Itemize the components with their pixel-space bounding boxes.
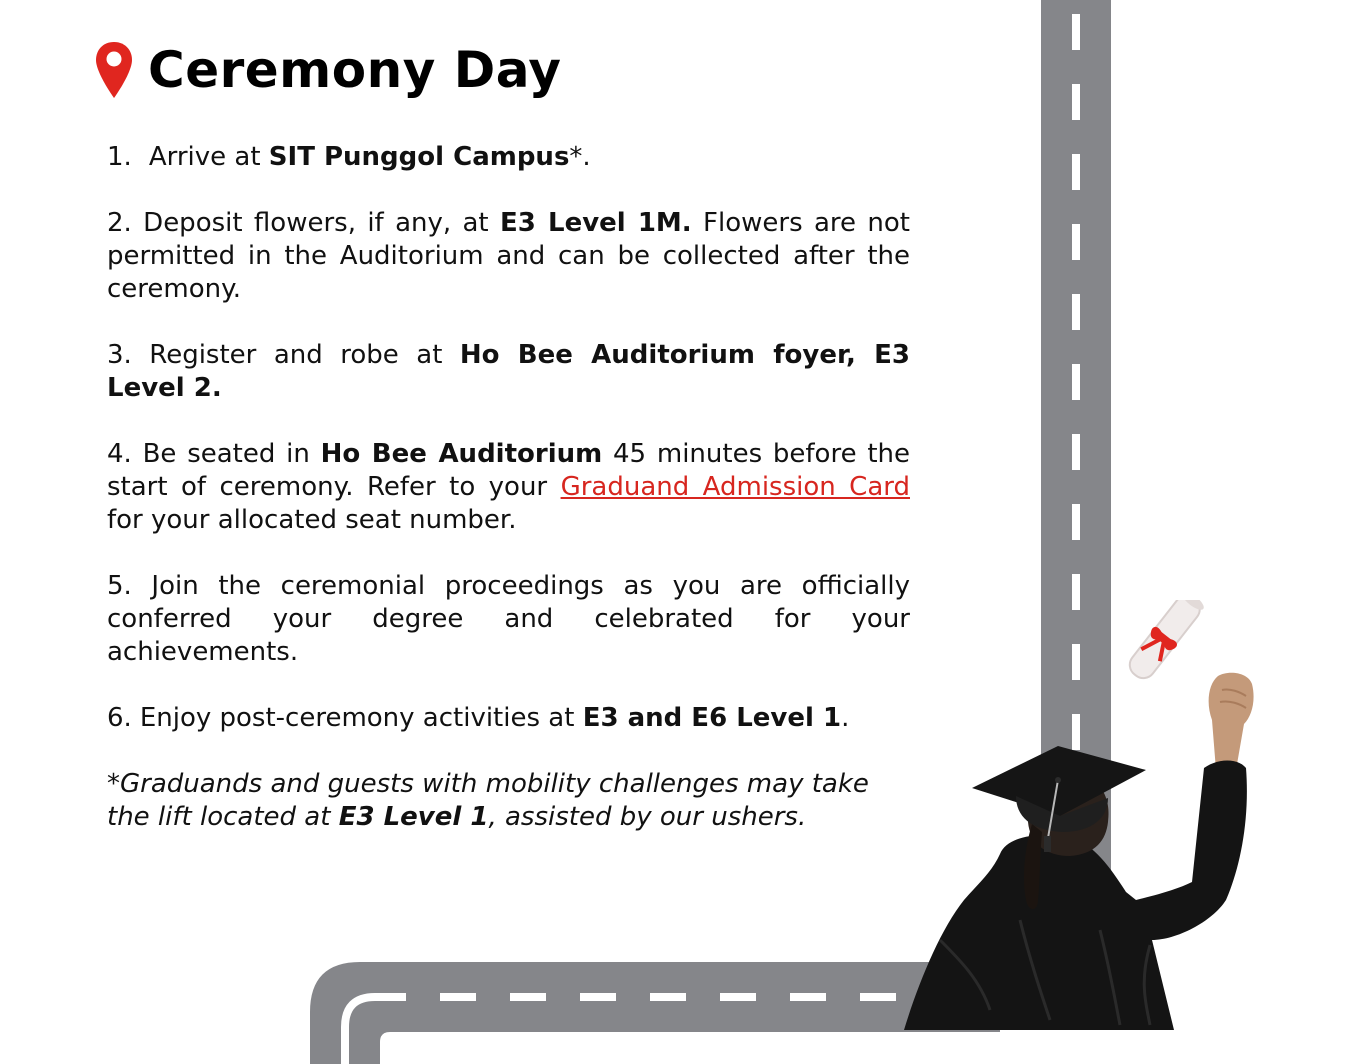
step-1-text: Arrive at	[148, 142, 269, 172]
raised-arm	[1209, 673, 1254, 770]
note-suffix: , assisted by our ushers.	[488, 802, 807, 832]
step-4-text: 4. Be seated in	[107, 439, 321, 469]
step-5: 5. Join the ceremonial proceedings as you are officially conferred your degree and celebrated for your achievements.	[107, 571, 910, 667]
steps-list	[107, 141, 910, 834]
step-6-suffix: .	[841, 703, 850, 733]
step-4-location: Ho Bee Auditorium	[320, 439, 603, 469]
header	[94, 38, 562, 102]
accessibility-note	[107, 768, 887, 834]
step-1	[107, 141, 910, 174]
step-6-text: Enjoy post-ceremony activities at	[139, 703, 583, 733]
step-1-location: SIT Punggol Campus	[268, 142, 570, 172]
note-location: E3 Level 1	[338, 802, 489, 832]
step-4-suffix: for your allocated seat number.	[107, 505, 517, 535]
step-1-number: 1.	[107, 142, 132, 172]
step-2-detail: Flowers are not permitted in the Auditorium and can be collected after the ceremony.	[107, 208, 910, 304]
step-4	[107, 438, 910, 537]
step-3-text: 3. Register and robe at	[107, 340, 460, 370]
step-1-suffix: *.	[569, 142, 591, 172]
step-3-location: Ho Bee Auditorium foyer, E3 Level 2.	[107, 340, 910, 403]
location-pin-icon	[94, 40, 134, 100]
horizontal-road	[310, 962, 1000, 1064]
step-3	[107, 339, 910, 405]
diploma-scroll-icon	[1123, 600, 1208, 684]
note-text: *Graduands and guests with mobility challenges may take the lift located at	[107, 769, 869, 832]
step-2-location: E3 Level 1M.	[500, 208, 692, 238]
step-6-location: E3 and E6 Level 1	[582, 703, 842, 733]
step-4-detail: 45 minutes before the start of ceremony. Refer to your	[107, 439, 911, 502]
step-6	[107, 702, 910, 735]
graduate-illustration	[900, 600, 1280, 1064]
graduand-admission-card-link[interactable]: Graduand Admission Card	[560, 472, 910, 502]
page-title: Ceremony Day	[148, 41, 562, 99]
step-6-number: 6.	[107, 703, 132, 733]
step-2-text: 2. Deposit flowers, if any, at	[107, 208, 500, 238]
step-2	[107, 207, 910, 306]
